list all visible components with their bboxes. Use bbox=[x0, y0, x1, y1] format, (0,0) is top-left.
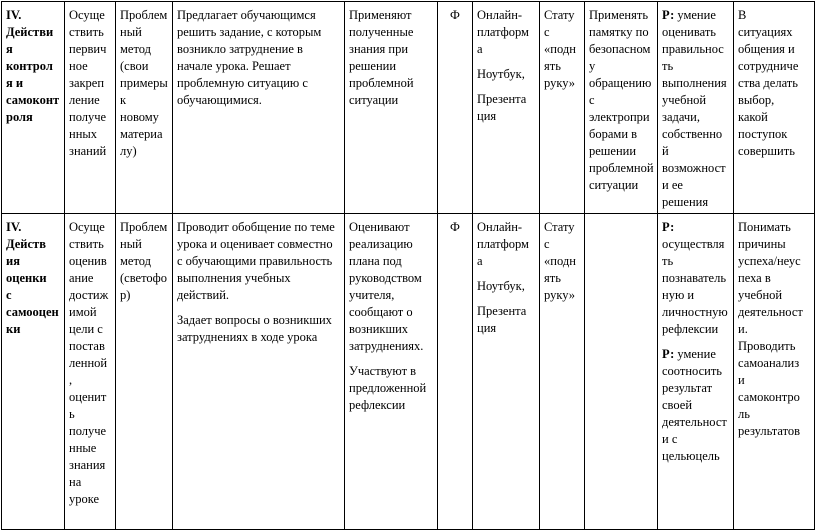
table-row bbox=[2, 214, 815, 530]
teacher-activity-cell: Предлагает обучающимся решить задание, с которым возникло затруднение в начале урока. Решает проблемную ситуацию с обучающимися. bbox=[173, 2, 345, 214]
form-cell: Ф bbox=[438, 214, 473, 530]
stage-cell: IV. Действи я контрол я и самоконт роля bbox=[2, 2, 65, 214]
form-cell: Ф bbox=[438, 2, 473, 214]
emoji-cell: Стату с «подн ять руку» bbox=[540, 2, 585, 214]
resources-cell: Онлайн- платформ а Ноутбук, Презента ция bbox=[473, 2, 540, 214]
method-cell: Проблем ный метод (светофо р) bbox=[116, 214, 173, 530]
uud-cell: Р: умение оценивать правильнос ть выполнения учебной задачи, собственно й возможност и ее решения bbox=[658, 2, 734, 214]
emoji-cell: Стату с «подн ять руку» bbox=[540, 214, 585, 530]
resources-cell: Онлайн- платформ а Ноутбук, Презента ция bbox=[473, 214, 540, 530]
result-cell: Применять памятку по безопасном у обращению с электропри борами в решении проблемной ситуации bbox=[585, 2, 658, 214]
stage-cell: IV. Действ ия оценки с самооцен ки bbox=[2, 214, 65, 530]
goal-cell: Осуще ствить оценив ание достиж имой цели с постав ленной , оценит ь получе нные знания на уроке bbox=[65, 214, 116, 530]
goal-cell: Осуще ствить первич ное закреп ление получе нных знаний bbox=[65, 2, 116, 214]
result-cell bbox=[585, 214, 658, 530]
method-cell: Проблем ный метод (свои примеры к новому материа лу) bbox=[116, 2, 173, 214]
lesson-plan-table bbox=[1, 1, 815, 530]
table-row bbox=[2, 2, 815, 214]
student-activity-cell: Применяют полученные знания при решении проблемной ситуации bbox=[345, 2, 438, 214]
uud-cell: Р: осуществля ть познаватель ную и личностную рефлексии Р: умение соотносить результат своей деятельност и с цельюцель bbox=[658, 214, 734, 530]
personal-result-cell: Понимать причины успеха/неус пеха в учебной деятельност и. Проводить самоанализ и самоконтро ль результатов bbox=[734, 214, 815, 530]
teacher-activity-cell: Проводит обобщение по теме урока и оценивает совместно с обучающими правильность выполнения учебных действий. Задает вопросы о возникших затруднениях в ходе урока bbox=[173, 214, 345, 530]
personal-result-cell: В ситуациях общения и сотрудниче ства делать выбор, какой поступок совершить bbox=[734, 2, 815, 214]
student-activity-cell: Оценивают реализацию плана под руководством учителя, сообщают о возникших затруднениях. Участвуют в предложенной рефлексии bbox=[345, 214, 438, 530]
